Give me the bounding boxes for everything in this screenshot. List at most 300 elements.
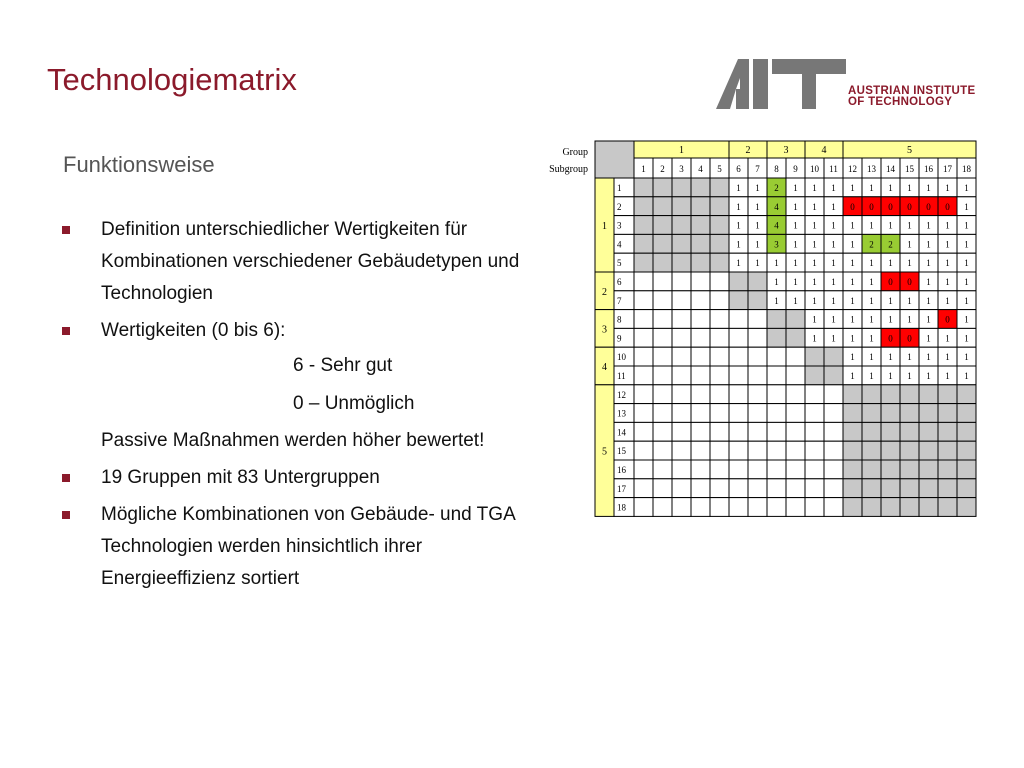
matrix-cell-value: 1 xyxy=(755,239,760,250)
matrix-cell xyxy=(729,422,748,441)
matrix-cell xyxy=(710,347,729,366)
matrix-cell xyxy=(824,460,843,479)
matrix-cell xyxy=(786,310,805,329)
matrix-cell-value: 1 xyxy=(812,239,817,250)
matrix-cell-value: 1 xyxy=(793,277,798,287)
row-subgroup-label: 1 xyxy=(617,183,622,193)
matrix-cell xyxy=(862,498,881,517)
col-subgroup-label: 13 xyxy=(867,164,876,174)
matrix-cell-value: 1 xyxy=(907,371,912,381)
matrix-cell xyxy=(691,347,710,366)
row-group-label: 1 xyxy=(602,221,607,232)
matrix-cell xyxy=(729,404,748,423)
matrix-cell-value: 1 xyxy=(945,295,950,306)
matrix-cell xyxy=(900,404,919,423)
matrix-cell-value: 1 xyxy=(907,183,912,193)
matrix-cell-value: 0 xyxy=(888,333,893,344)
bullet-marker xyxy=(62,511,70,519)
matrix-cell-value: 1 xyxy=(812,183,817,193)
matrix-cell xyxy=(653,328,672,347)
matrix-cell xyxy=(710,366,729,385)
matrix-cell xyxy=(634,366,653,385)
matrix-cell-value: 1 xyxy=(964,371,969,381)
matrix-cell-value: 1 xyxy=(850,295,855,306)
row-subgroup-label: 11 xyxy=(617,371,626,381)
bullet-marker xyxy=(62,327,70,335)
matrix-cell-value: 1 xyxy=(812,277,817,287)
matrix-cell xyxy=(748,366,767,385)
note-text: Passive Maßnahmen werden höher bewertet! xyxy=(101,430,485,451)
matrix-cell-value: 1 xyxy=(869,183,874,193)
matrix-cell xyxy=(710,272,729,291)
matrix-cell-value: 1 xyxy=(736,239,741,250)
matrix-cell xyxy=(634,385,653,404)
matrix-cell xyxy=(767,310,786,329)
matrix-cell-value: 4 xyxy=(774,201,779,212)
matrix-cell-value: 0 xyxy=(888,277,893,287)
matrix-cell xyxy=(786,328,805,347)
matrix-cell xyxy=(691,441,710,460)
row-subgroup-label: 17 xyxy=(617,483,626,494)
row-subgroup-label: 18 xyxy=(617,502,626,513)
col-group-label: 3 xyxy=(783,145,789,156)
matrix-cell xyxy=(653,404,672,423)
matrix-cell xyxy=(824,422,843,441)
matrix-cell xyxy=(900,460,919,479)
matrix-cell xyxy=(729,347,748,366)
col-subgroup-label: 17 xyxy=(943,164,952,174)
matrix-cell xyxy=(653,178,672,197)
row-subgroup-label: 7 xyxy=(617,295,622,306)
matrix-cell xyxy=(710,404,729,423)
matrix-cell xyxy=(710,385,729,404)
matrix-cell-value: 1 xyxy=(812,333,817,344)
matrix-cell xyxy=(691,310,710,329)
bullet-marker xyxy=(62,226,70,234)
matrix-cell xyxy=(653,310,672,329)
matrix-cell xyxy=(805,385,824,404)
matrix-cell-value: 0 xyxy=(907,333,912,344)
matrix-cell-value: 0 xyxy=(945,314,950,325)
matrix-cell-value: 3 xyxy=(774,239,779,250)
matrix-cell-value: 1 xyxy=(945,352,950,363)
matrix-cell xyxy=(900,479,919,498)
col-subgroup-label: 18 xyxy=(962,164,971,174)
value-line: 6 - Sehr gut xyxy=(293,355,393,376)
matrix-cell xyxy=(634,328,653,347)
matrix-cell xyxy=(634,197,653,216)
matrix-cell xyxy=(634,253,653,272)
matrix-cell xyxy=(748,460,767,479)
matrix-cell-value: 1 xyxy=(831,239,836,250)
matrix-cell xyxy=(710,216,729,235)
matrix-cell xyxy=(634,272,653,291)
row-group-label: 5 xyxy=(602,446,607,458)
matrix-cell xyxy=(653,498,672,517)
matrix-cell xyxy=(767,498,786,517)
matrix-cell xyxy=(748,347,767,366)
matrix-cell xyxy=(653,291,672,310)
matrix-cell xyxy=(729,498,748,517)
matrix-cell-value: 1 xyxy=(831,201,836,212)
matrix-cell xyxy=(748,291,767,310)
col-subgroup-label: 1 xyxy=(641,164,646,174)
matrix-cell xyxy=(672,253,691,272)
matrix-cell xyxy=(748,328,767,347)
matrix-cell xyxy=(805,347,824,366)
matrix-cell-value: 0 xyxy=(907,277,912,287)
matrix-cell xyxy=(691,385,710,404)
matrix-cell xyxy=(710,310,729,329)
matrix-cell xyxy=(710,253,729,272)
matrix-cell xyxy=(729,310,748,329)
bullet-list xyxy=(62,214,562,595)
matrix-cell xyxy=(729,460,748,479)
bullet-marker xyxy=(62,474,70,482)
matrix-cell xyxy=(786,385,805,404)
row-subgroup-label: 8 xyxy=(617,314,622,325)
matrix-cell xyxy=(843,422,862,441)
matrix-cell xyxy=(748,310,767,329)
matrix-cell-value: 1 xyxy=(850,352,855,363)
matrix-cell xyxy=(672,234,691,253)
matrix-cell-value: 1 xyxy=(945,371,950,381)
matrix-cell xyxy=(710,441,729,460)
matrix-cell-value: 1 xyxy=(850,371,855,381)
matrix-cell xyxy=(729,366,748,385)
matrix-cell xyxy=(824,441,843,460)
matrix-cell xyxy=(710,328,729,347)
matrix-cell xyxy=(805,404,824,423)
col-group-label: 2 xyxy=(745,145,751,156)
matrix-cell xyxy=(672,178,691,197)
matrix-cell xyxy=(672,460,691,479)
matrix-cell-value: 1 xyxy=(926,220,931,231)
matrix-cell xyxy=(919,479,938,498)
matrix-cell xyxy=(634,479,653,498)
row-subgroup-label: 3 xyxy=(617,220,622,231)
matrix-cell xyxy=(653,253,672,272)
row-subgroup-label: 16 xyxy=(617,465,626,475)
matrix-cell xyxy=(729,272,748,291)
matrix-cell xyxy=(786,404,805,423)
matrix-cell xyxy=(843,441,862,460)
matrix-cell-value: 1 xyxy=(926,295,931,306)
matrix-cell xyxy=(957,404,976,423)
matrix-cell xyxy=(634,234,653,253)
matrix-cell xyxy=(672,441,691,460)
matrix-cell xyxy=(634,216,653,235)
matrix-cell xyxy=(843,498,862,517)
matrix-cell xyxy=(824,498,843,517)
matrix-cell xyxy=(767,366,786,385)
matrix-cell-value: 1 xyxy=(907,352,912,363)
matrix-cell-value: 1 xyxy=(869,277,874,287)
matrix-cell-value: 1 xyxy=(869,371,874,381)
matrix-cell-value: 4 xyxy=(774,220,779,231)
matrix-cell xyxy=(843,385,862,404)
matrix-cell xyxy=(653,234,672,253)
matrix-cell xyxy=(653,347,672,366)
matrix-cell xyxy=(957,498,976,517)
matrix-cell-value: 1 xyxy=(793,239,798,250)
matrix-cell xyxy=(824,404,843,423)
row-group-label: 2 xyxy=(602,286,607,298)
matrix-cell-value: 1 xyxy=(907,258,912,269)
matrix-cell xyxy=(767,404,786,423)
row-group-label: 4 xyxy=(602,362,607,373)
matrix-cell-value: 1 xyxy=(888,258,893,269)
matrix-cell-value: 1 xyxy=(869,333,874,344)
matrix-cell xyxy=(653,272,672,291)
matrix-cell-value: 1 xyxy=(831,333,836,344)
matrix-cell xyxy=(729,291,748,310)
matrix-cell-value: 0 xyxy=(926,201,931,212)
matrix-cell xyxy=(634,310,653,329)
matrix-cell xyxy=(938,460,957,479)
matrix-cell-value: 1 xyxy=(907,220,912,231)
matrix-cell-value: 1 xyxy=(812,295,817,306)
matrix-cell-value: 1 xyxy=(945,183,950,193)
matrix-cell-value: 1 xyxy=(888,295,893,306)
matrix-cell-value: 1 xyxy=(869,352,874,363)
matrix-cell xyxy=(691,404,710,423)
matrix-cell xyxy=(748,498,767,517)
value-line: 0 – Unmöglich xyxy=(293,393,415,414)
col-subgroup-label: 10 xyxy=(810,164,819,174)
matrix-cell xyxy=(938,498,957,517)
matrix-cell xyxy=(900,441,919,460)
matrix-cell-value: 1 xyxy=(964,295,969,306)
matrix-cell-value: 1 xyxy=(755,220,760,231)
ait-logo-text: AUSTRIAN INSTITUTE OF TECHNOLOGY xyxy=(848,85,976,108)
matrix-cell xyxy=(710,197,729,216)
matrix-cell-value: 1 xyxy=(964,277,969,287)
matrix-cell xyxy=(672,404,691,423)
matrix-cell xyxy=(957,441,976,460)
matrix-cell xyxy=(691,498,710,517)
matrix-cell xyxy=(729,328,748,347)
matrix-cell-value: 1 xyxy=(926,314,931,325)
matrix-cell-value: 1 xyxy=(945,258,950,269)
matrix-cell-value: 1 xyxy=(964,183,969,193)
matrix-cell-value: 1 xyxy=(755,201,760,212)
matrix-cell xyxy=(691,253,710,272)
matrix-cell xyxy=(634,422,653,441)
matrix-cell xyxy=(786,498,805,517)
matrix-cell xyxy=(862,422,881,441)
matrix-cell xyxy=(691,197,710,216)
matrix-cell xyxy=(881,498,900,517)
matrix-cell xyxy=(957,385,976,404)
matrix-cell xyxy=(843,404,862,423)
matrix-cell xyxy=(862,404,881,423)
matrix-cell xyxy=(691,216,710,235)
matrix-cell xyxy=(634,291,653,310)
matrix-cell-value: 1 xyxy=(793,183,798,193)
matrix-cell xyxy=(691,460,710,479)
matrix-cell xyxy=(881,422,900,441)
matrix-cell xyxy=(805,422,824,441)
col-subgroup-label: 9 xyxy=(793,164,798,174)
matrix-cell xyxy=(672,366,691,385)
matrix-cell xyxy=(824,479,843,498)
matrix-cell-value: 1 xyxy=(926,277,931,287)
col-subgroup-label: 12 xyxy=(848,164,857,174)
matrix-cell xyxy=(748,404,767,423)
matrix-cell xyxy=(938,441,957,460)
matrix-cell xyxy=(938,385,957,404)
matrix-cell-value: 1 xyxy=(850,239,855,250)
matrix-cell xyxy=(672,310,691,329)
matrix-cell xyxy=(786,460,805,479)
matrix-cell xyxy=(805,479,824,498)
matrix-cell xyxy=(710,479,729,498)
section-subtitle: Funktionsweise xyxy=(63,152,215,177)
matrix-cell-value: 1 xyxy=(812,201,817,212)
matrix-cell-value: 0 xyxy=(907,201,912,212)
matrix-cell xyxy=(957,479,976,498)
matrix-cell-value: 1 xyxy=(888,183,893,193)
matrix-cell xyxy=(672,385,691,404)
matrix-cell-value: 1 xyxy=(831,183,836,193)
matrix-cell xyxy=(767,328,786,347)
matrix-cell-value: 1 xyxy=(907,239,912,250)
matrix-cell-value: 2 xyxy=(869,239,874,250)
row-subgroup-label: 12 xyxy=(617,389,626,400)
col-subgroup-label: 6 xyxy=(736,164,741,174)
col-subgroup-label: 8 xyxy=(774,164,779,174)
matrix-cell-value: 1 xyxy=(850,333,855,344)
matrix-cell xyxy=(881,385,900,404)
bullet-item: Wertigkeiten (0 bis 6): xyxy=(62,315,562,347)
matrix-cell xyxy=(710,178,729,197)
matrix-cell xyxy=(672,347,691,366)
matrix-cell xyxy=(672,328,691,347)
matrix-cell xyxy=(710,291,729,310)
matrix-cell xyxy=(862,441,881,460)
matrix-cell xyxy=(672,197,691,216)
matrix-cell xyxy=(881,404,900,423)
matrix-cell xyxy=(691,366,710,385)
matrix-cell xyxy=(634,460,653,479)
matrix-cell-value: 1 xyxy=(869,220,874,231)
col-subgroup-label: 3 xyxy=(679,164,684,174)
matrix-cell-value: 1 xyxy=(907,295,912,306)
matrix-cell xyxy=(691,234,710,253)
matrix-cell xyxy=(710,422,729,441)
matrix-cell-value: 1 xyxy=(812,258,817,269)
matrix-cell-value: 1 xyxy=(736,201,741,212)
matrix-cell-value: 1 xyxy=(964,201,969,212)
matrix-cell xyxy=(748,441,767,460)
matrix-cell-value: 1 xyxy=(850,277,855,287)
matrix-cell-value: 2 xyxy=(888,239,893,250)
matrix-cell-value: 1 xyxy=(736,220,741,231)
matrix-cell xyxy=(691,272,710,291)
matrix-cell xyxy=(653,460,672,479)
matrix-cell xyxy=(634,404,653,423)
matrix-cell-value: 1 xyxy=(793,258,798,269)
matrix-cell xyxy=(653,441,672,460)
matrix-cell xyxy=(634,441,653,460)
col-subgroup-label: 14 xyxy=(886,164,895,174)
matrix-cell xyxy=(957,422,976,441)
matrix-cell xyxy=(672,498,691,517)
matrix-cell-value: 1 xyxy=(926,183,931,193)
technology-matrix xyxy=(518,141,971,514)
matrix-cell xyxy=(767,385,786,404)
slide-title: Technologiematrix xyxy=(47,62,297,97)
matrix-cell xyxy=(672,216,691,235)
matrix-cell-value: 1 xyxy=(869,258,874,269)
matrix-cell xyxy=(672,479,691,498)
matrix-cell-value: 1 xyxy=(850,183,855,193)
matrix-cell xyxy=(919,385,938,404)
matrix-corner xyxy=(595,141,634,178)
matrix-cell xyxy=(748,385,767,404)
matrix-cell-value: 1 xyxy=(774,277,779,287)
matrix-cell-value: 1 xyxy=(793,201,798,212)
matrix-cell xyxy=(900,385,919,404)
row-group-label: 3 xyxy=(602,324,607,336)
bullet-item: Mögliche Kombinationen von Gebäude- und TGA Technologien werden hinsichtlich ihrer Energieeffizienz sortiert xyxy=(62,499,562,595)
matrix-cell xyxy=(862,479,881,498)
matrix-cell-value: 1 xyxy=(964,220,969,231)
row-subgroup-label: 9 xyxy=(617,333,622,344)
matrix-cell-value: 1 xyxy=(774,258,779,269)
matrix-cell xyxy=(938,422,957,441)
matrix-cell xyxy=(748,479,767,498)
matrix-cell-value: 1 xyxy=(888,220,893,231)
matrix-cell xyxy=(748,272,767,291)
matrix-cell-value: 1 xyxy=(945,277,950,287)
matrix-cell-value: 1 xyxy=(964,314,969,325)
matrix-cell xyxy=(919,422,938,441)
matrix-cell xyxy=(881,479,900,498)
matrix-cell xyxy=(767,479,786,498)
matrix-cell xyxy=(919,498,938,517)
matrix-cell xyxy=(824,347,843,366)
matrix-cell-value: 1 xyxy=(850,314,855,325)
col-subgroup-label: 15 xyxy=(905,164,914,174)
bullet-item: 19 Gruppen mit 83 Untergruppen xyxy=(62,462,562,494)
matrix-cell xyxy=(862,385,881,404)
matrix-cell xyxy=(824,366,843,385)
matrix-cell xyxy=(919,460,938,479)
matrix-cell xyxy=(634,498,653,517)
matrix-cell-value: 1 xyxy=(831,220,836,231)
col-subgroup-label: 5 xyxy=(717,164,722,174)
matrix-cell xyxy=(786,441,805,460)
row-subgroup-label: 10 xyxy=(617,352,626,363)
matrix-cell xyxy=(729,479,748,498)
col-subgroup-label: 16 xyxy=(924,164,933,174)
matrix-cell xyxy=(881,460,900,479)
matrix-cell-value: 1 xyxy=(945,220,950,231)
matrix-cell-value: 1 xyxy=(812,220,817,231)
matrix-cell xyxy=(653,366,672,385)
matrix-cell-value: 1 xyxy=(793,295,798,306)
matrix-cell xyxy=(843,479,862,498)
row-subgroup-label: 14 xyxy=(617,427,626,438)
row-subgroup-label: 6 xyxy=(617,277,622,287)
matrix-cell xyxy=(710,460,729,479)
matrix-cell xyxy=(843,460,862,479)
matrix-cell-value: 1 xyxy=(945,239,950,250)
matrix-cell xyxy=(900,498,919,517)
col-subgroup-label: 2 xyxy=(660,164,665,174)
